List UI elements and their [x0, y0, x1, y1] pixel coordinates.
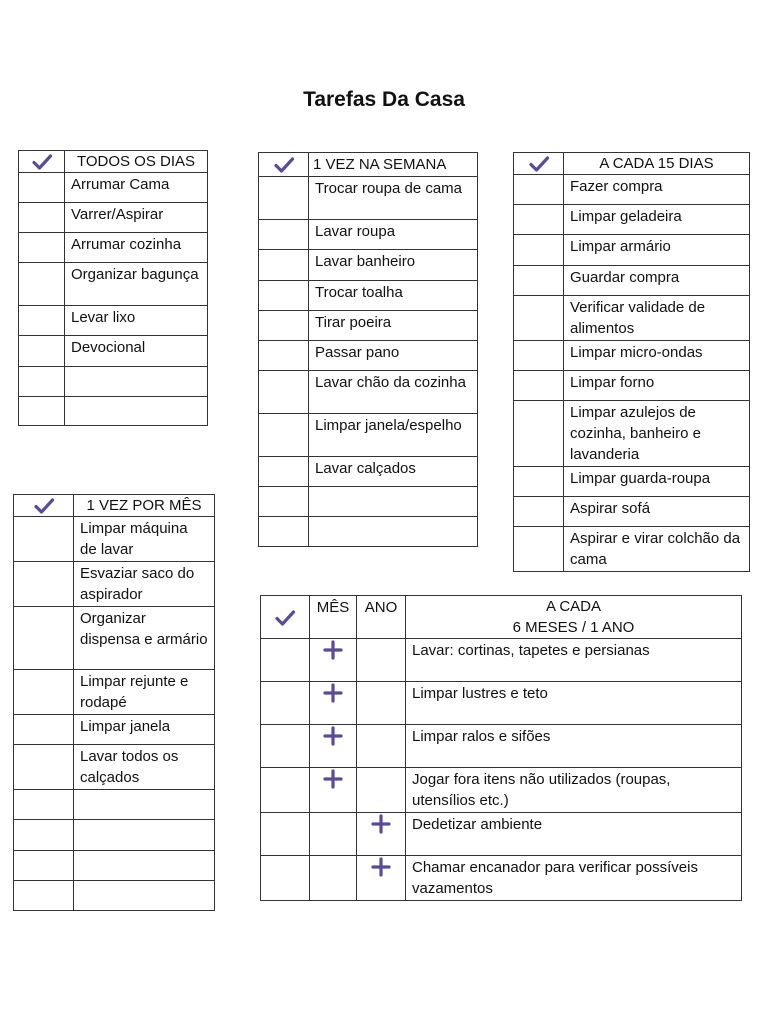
- task-label: Lavar calçados: [309, 457, 478, 487]
- task-checkbox[interactable]: [19, 203, 65, 233]
- monthly-header: 1 VEZ POR MÊS: [74, 495, 215, 517]
- task-checkbox[interactable]: [19, 233, 65, 263]
- task-checkbox[interactable]: [14, 517, 74, 562]
- task-checkbox[interactable]: [514, 467, 564, 497]
- task-label: Limpar janela/espelho: [309, 414, 478, 457]
- task-checkbox[interactable]: [14, 607, 74, 670]
- task-checkbox[interactable]: [14, 670, 74, 715]
- task-label: Devocional: [65, 336, 208, 367]
- task-checkbox[interactable]: [261, 639, 310, 682]
- year-cell: [357, 856, 406, 901]
- task-label: [309, 487, 478, 517]
- task-label: Aspirar sofá: [564, 497, 750, 527]
- task-label: Guardar compra: [564, 266, 750, 296]
- task-label: Arrumar Cama: [65, 173, 208, 203]
- task-checkbox[interactable]: [261, 768, 310, 813]
- task-checkbox[interactable]: [14, 745, 74, 790]
- task-checkbox[interactable]: [261, 725, 310, 768]
- checkmark-icon: [31, 153, 53, 171]
- weekly-check-header: [259, 153, 309, 177]
- task-checkbox[interactable]: [14, 881, 74, 911]
- task-checkbox[interactable]: [514, 235, 564, 266]
- task-label: Varrer/Aspirar: [65, 203, 208, 233]
- task-checkbox[interactable]: [514, 527, 564, 572]
- task-label: Aspirar e virar colchão da cama: [564, 527, 750, 572]
- plus-icon: [316, 726, 350, 746]
- task-checkbox[interactable]: [19, 263, 65, 306]
- task-checkbox[interactable]: [14, 851, 74, 881]
- year-cell: [357, 768, 406, 813]
- task-label: Limpar geladeira: [564, 205, 750, 235]
- task-checkbox[interactable]: [259, 311, 309, 341]
- biweekly-tasks-table: [513, 152, 750, 572]
- month-column-header: MÊS: [310, 596, 357, 639]
- periodic-header-line2: 6 MESES / 1 ANO: [512, 619, 635, 636]
- checkmark-icon: [274, 609, 296, 627]
- year-cell: [357, 639, 406, 682]
- periodic-header: [406, 596, 742, 639]
- task-label: [74, 790, 215, 820]
- month-cell: [310, 856, 357, 901]
- task-checkbox[interactable]: [19, 397, 65, 426]
- plus-icon: [316, 769, 350, 789]
- task-label: Chamar encanador para verificar possíveis vazamentos: [406, 856, 742, 901]
- task-label: Passar pano: [309, 341, 478, 371]
- task-checkbox[interactable]: [514, 266, 564, 296]
- task-label: Fazer compra: [564, 175, 750, 205]
- task-checkbox[interactable]: [514, 341, 564, 371]
- task-label: Lavar chão da cozinha: [309, 371, 478, 414]
- weekly-tasks-table: [258, 152, 478, 547]
- task-checkbox[interactable]: [19, 367, 65, 397]
- year-cell: [357, 682, 406, 725]
- task-label: Limpar ralos e sifões: [406, 725, 742, 768]
- task-checkbox[interactable]: [514, 371, 564, 401]
- task-label: Trocar roupa de cama: [309, 177, 478, 220]
- task-checkbox[interactable]: [514, 205, 564, 235]
- page-title: Tarefas Da Casa: [303, 88, 465, 111]
- monthly-check-header: [14, 495, 74, 517]
- biweekly-header: A CADA 15 DIAS: [564, 153, 750, 175]
- periodic-tasks-table: [260, 595, 742, 901]
- month-cell: [310, 682, 357, 725]
- task-label: Limpar máquina de lavar: [74, 517, 215, 562]
- task-label: Limpar azulejos de cozinha, banheiro e lavanderia: [564, 401, 750, 467]
- task-label: Organizar dispensa e armário: [74, 607, 215, 670]
- plus-icon: [363, 814, 399, 834]
- task-label: [74, 881, 215, 911]
- task-label: Limpar rejunte e rodapé: [74, 670, 215, 715]
- plus-icon: [316, 640, 350, 660]
- task-checkbox[interactable]: [259, 414, 309, 457]
- daily-header: TODOS OS DIAS: [65, 151, 208, 173]
- periodic-header-line1: A CADA: [545, 598, 602, 615]
- month-cell: [310, 725, 357, 768]
- task-label: Arrumar cozinha: [65, 233, 208, 263]
- task-checkbox[interactable]: [19, 306, 65, 336]
- task-label: Limpar micro-ondas: [564, 341, 750, 371]
- plus-icon: [363, 857, 399, 877]
- task-checkbox[interactable]: [259, 371, 309, 414]
- task-label: [74, 851, 215, 881]
- task-checkbox[interactable]: [259, 457, 309, 487]
- task-checkbox[interactable]: [259, 487, 309, 517]
- task-label: Dedetizar ambiente: [406, 813, 742, 856]
- task-label: Lavar todos os calçados: [74, 745, 215, 790]
- task-checkbox[interactable]: [261, 682, 310, 725]
- task-checkbox[interactable]: [259, 517, 309, 547]
- task-checkbox[interactable]: [261, 813, 310, 856]
- task-label: Jogar fora itens não utilizados (roupas, utensílios etc.): [406, 768, 742, 813]
- task-checkbox[interactable]: [514, 401, 564, 467]
- task-checkbox[interactable]: [514, 175, 564, 205]
- task-label: Trocar toalha: [309, 281, 478, 311]
- task-checkbox[interactable]: [259, 281, 309, 311]
- checkmark-icon: [33, 497, 55, 515]
- task-checkbox[interactable]: [14, 790, 74, 820]
- task-label: [65, 367, 208, 397]
- task-checkbox[interactable]: [259, 177, 309, 220]
- year-cell: [357, 725, 406, 768]
- month-cell: [310, 768, 357, 813]
- task-checkbox[interactable]: [261, 856, 310, 901]
- biweekly-check-header: [514, 153, 564, 175]
- year-column-header: ANO: [357, 596, 406, 639]
- weekly-header: 1 VEZ NA SEMANA: [309, 153, 478, 177]
- task-label: Lavar roupa: [309, 220, 478, 250]
- plus-icon: [316, 683, 350, 703]
- task-label: Limpar armário: [564, 235, 750, 266]
- checkmark-icon: [273, 156, 295, 174]
- daily-check-header: [19, 151, 65, 173]
- monthly-tasks-table: [13, 494, 215, 911]
- task-checkbox[interactable]: [14, 715, 74, 745]
- task-checkbox[interactable]: [14, 562, 74, 607]
- task-label: Lavar banheiro: [309, 250, 478, 281]
- task-checkbox[interactable]: [259, 341, 309, 371]
- task-checkbox[interactable]: [19, 173, 65, 203]
- task-checkbox[interactable]: [514, 296, 564, 341]
- periodic-check-header: [261, 596, 310, 639]
- task-checkbox[interactable]: [259, 220, 309, 250]
- task-label: Esvaziar saco do aspirador: [74, 562, 215, 607]
- month-cell: [310, 639, 357, 682]
- task-label: Limpar lustres e teto: [406, 682, 742, 725]
- task-label: Limpar forno: [564, 371, 750, 401]
- task-label: Organizar bagunça: [65, 263, 208, 306]
- checkmark-icon: [528, 155, 550, 173]
- month-cell: [310, 813, 357, 856]
- year-cell: [357, 813, 406, 856]
- task-label: Limpar janela: [74, 715, 215, 745]
- task-label: [65, 397, 208, 426]
- task-label: Tirar poeira: [309, 311, 478, 341]
- task-label: Verificar validade de alimentos: [564, 296, 750, 341]
- task-checkbox[interactable]: [259, 250, 309, 281]
- task-checkbox[interactable]: [14, 820, 74, 851]
- daily-tasks-table: [18, 150, 208, 426]
- task-label: Lavar: cortinas, tapetes e persianas: [406, 639, 742, 682]
- task-checkbox[interactable]: [19, 336, 65, 367]
- task-checkbox[interactable]: [514, 497, 564, 527]
- task-label: [309, 517, 478, 547]
- task-label: Levar lixo: [65, 306, 208, 336]
- task-label: [74, 820, 215, 851]
- task-label: Limpar guarda-roupa: [564, 467, 750, 497]
